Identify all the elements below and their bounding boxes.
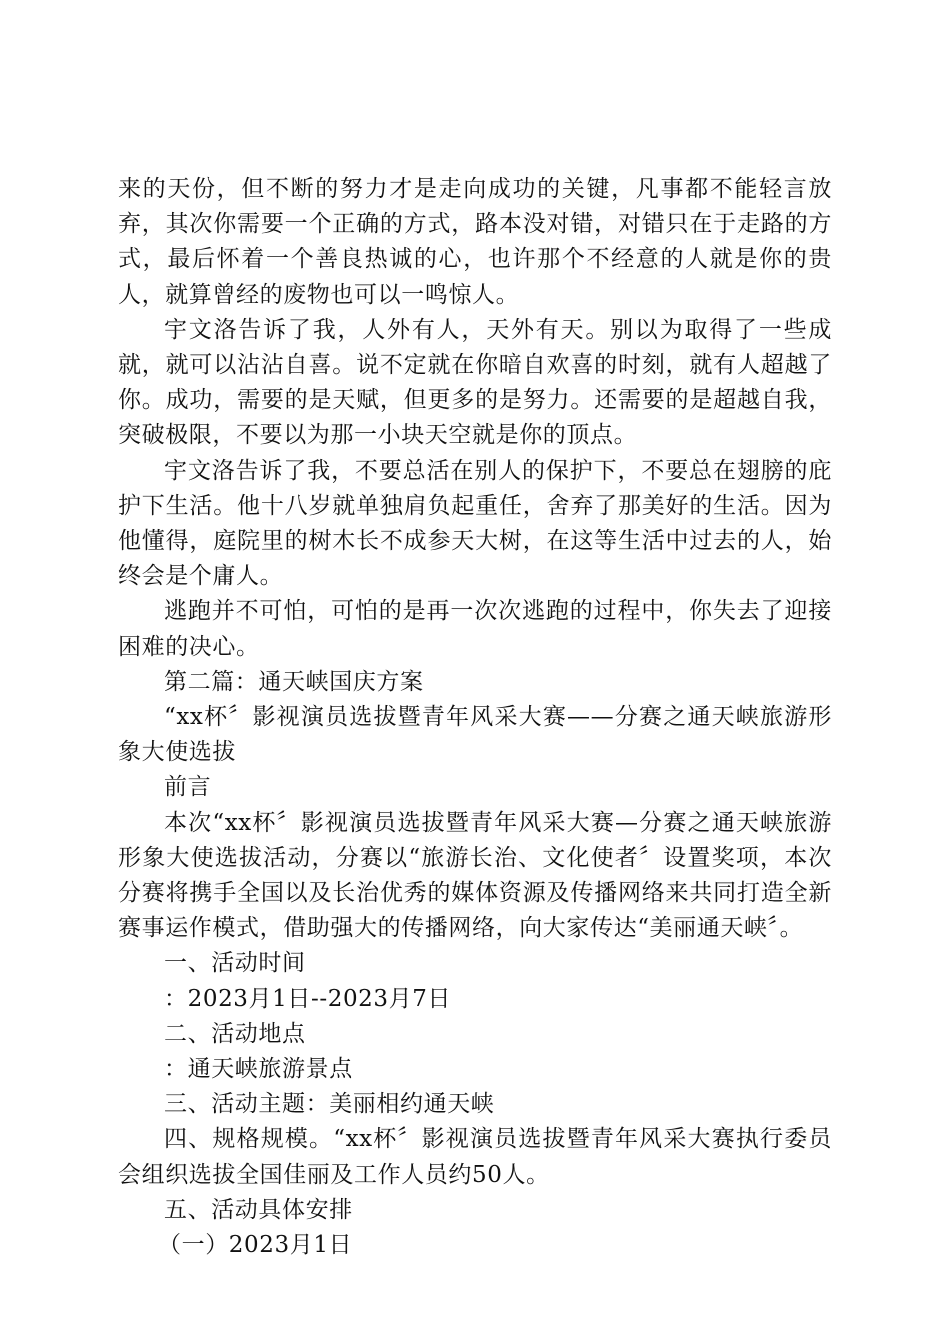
preface-text: 本次“xx杯〞影视演员选拔暨青年风采大赛—分赛之通天峡旅游形象大使选拔活动，分赛以“旅游长治、文化使者〞设置奖项，本次分赛将携手全国以及长治优秀的媒体资源及传播网络来共同打造全新赛事运作模式，借助强大的传播网络，向大家传达“美丽通天峡〞。 <box>118 809 832 942</box>
scale-paragraph: 四、规格规模。“xx杯〞影视演员选拔暨青年风采大赛执行委员会组织选拔全国佳丽及工作人员约50人。 <box>118 1126 832 1188</box>
paragraph-2: 宇文洛告诉了我，人外有人，天外有天。别以为取得了一些成就，就可以沾沾自喜。说不定就在你暗自欢喜的时刻，就有人超越了你。成功，需要的是天赋，但更多的是努力。还需要的是超越自我，突破极限，不要以为那一小块天空就是你的顶点。 <box>118 316 832 449</box>
schedule-label: 五、活动具体安排 <box>164 1196 353 1223</box>
document-body <box>118 172 832 1263</box>
place-label: 二、活动地点 <box>164 1020 306 1047</box>
section-title: 第二篇：通天峡国庆方案 <box>164 668 424 695</box>
theme-line: 三、活动主题：美丽相约通天峡 <box>164 1091 495 1118</box>
schedule-first: （一）2023月1日 <box>158 1232 353 1259</box>
paragraph-3: 宇文洛告诉了我，不要总活在别人的保护下，不要总在翅膀的庇护下生活。他十八岁就单独肩负起重任，舍弃了那美好的生活。因为他懂得，庭院里的树木长不成参天大树，在这等生活中过去的人，始终会是个庸人。 <box>118 457 832 590</box>
paragraph-4: 逃跑并不可怕，可怕的是再一次次逃跑的过程中，你失去了迎接困难的决心。 <box>118 598 832 660</box>
time-value: ：2023月1日--2023月7日 <box>164 985 452 1012</box>
event-title: “xx杯〞影视演员选拔暨青年风采大赛——分赛之通天峡旅游形象大使选拔 <box>118 704 832 766</box>
paragraph-1: 来的天份，但不断的努力才是走向成功的关键，凡事都不能轻言放弃，其次你需要一个正确的方式，路本没对错，对错只在于走路的方式，最后怀着一个善良热诚的心，也许那个不经意的人就是你的贵人，就算曾经的废物也可以一鸣惊人。 <box>118 176 832 308</box>
preface-label: 前言 <box>164 774 212 801</box>
place-value: ：通天峡旅游景点 <box>164 1056 353 1083</box>
time-label: 一、活动时间 <box>164 950 306 977</box>
